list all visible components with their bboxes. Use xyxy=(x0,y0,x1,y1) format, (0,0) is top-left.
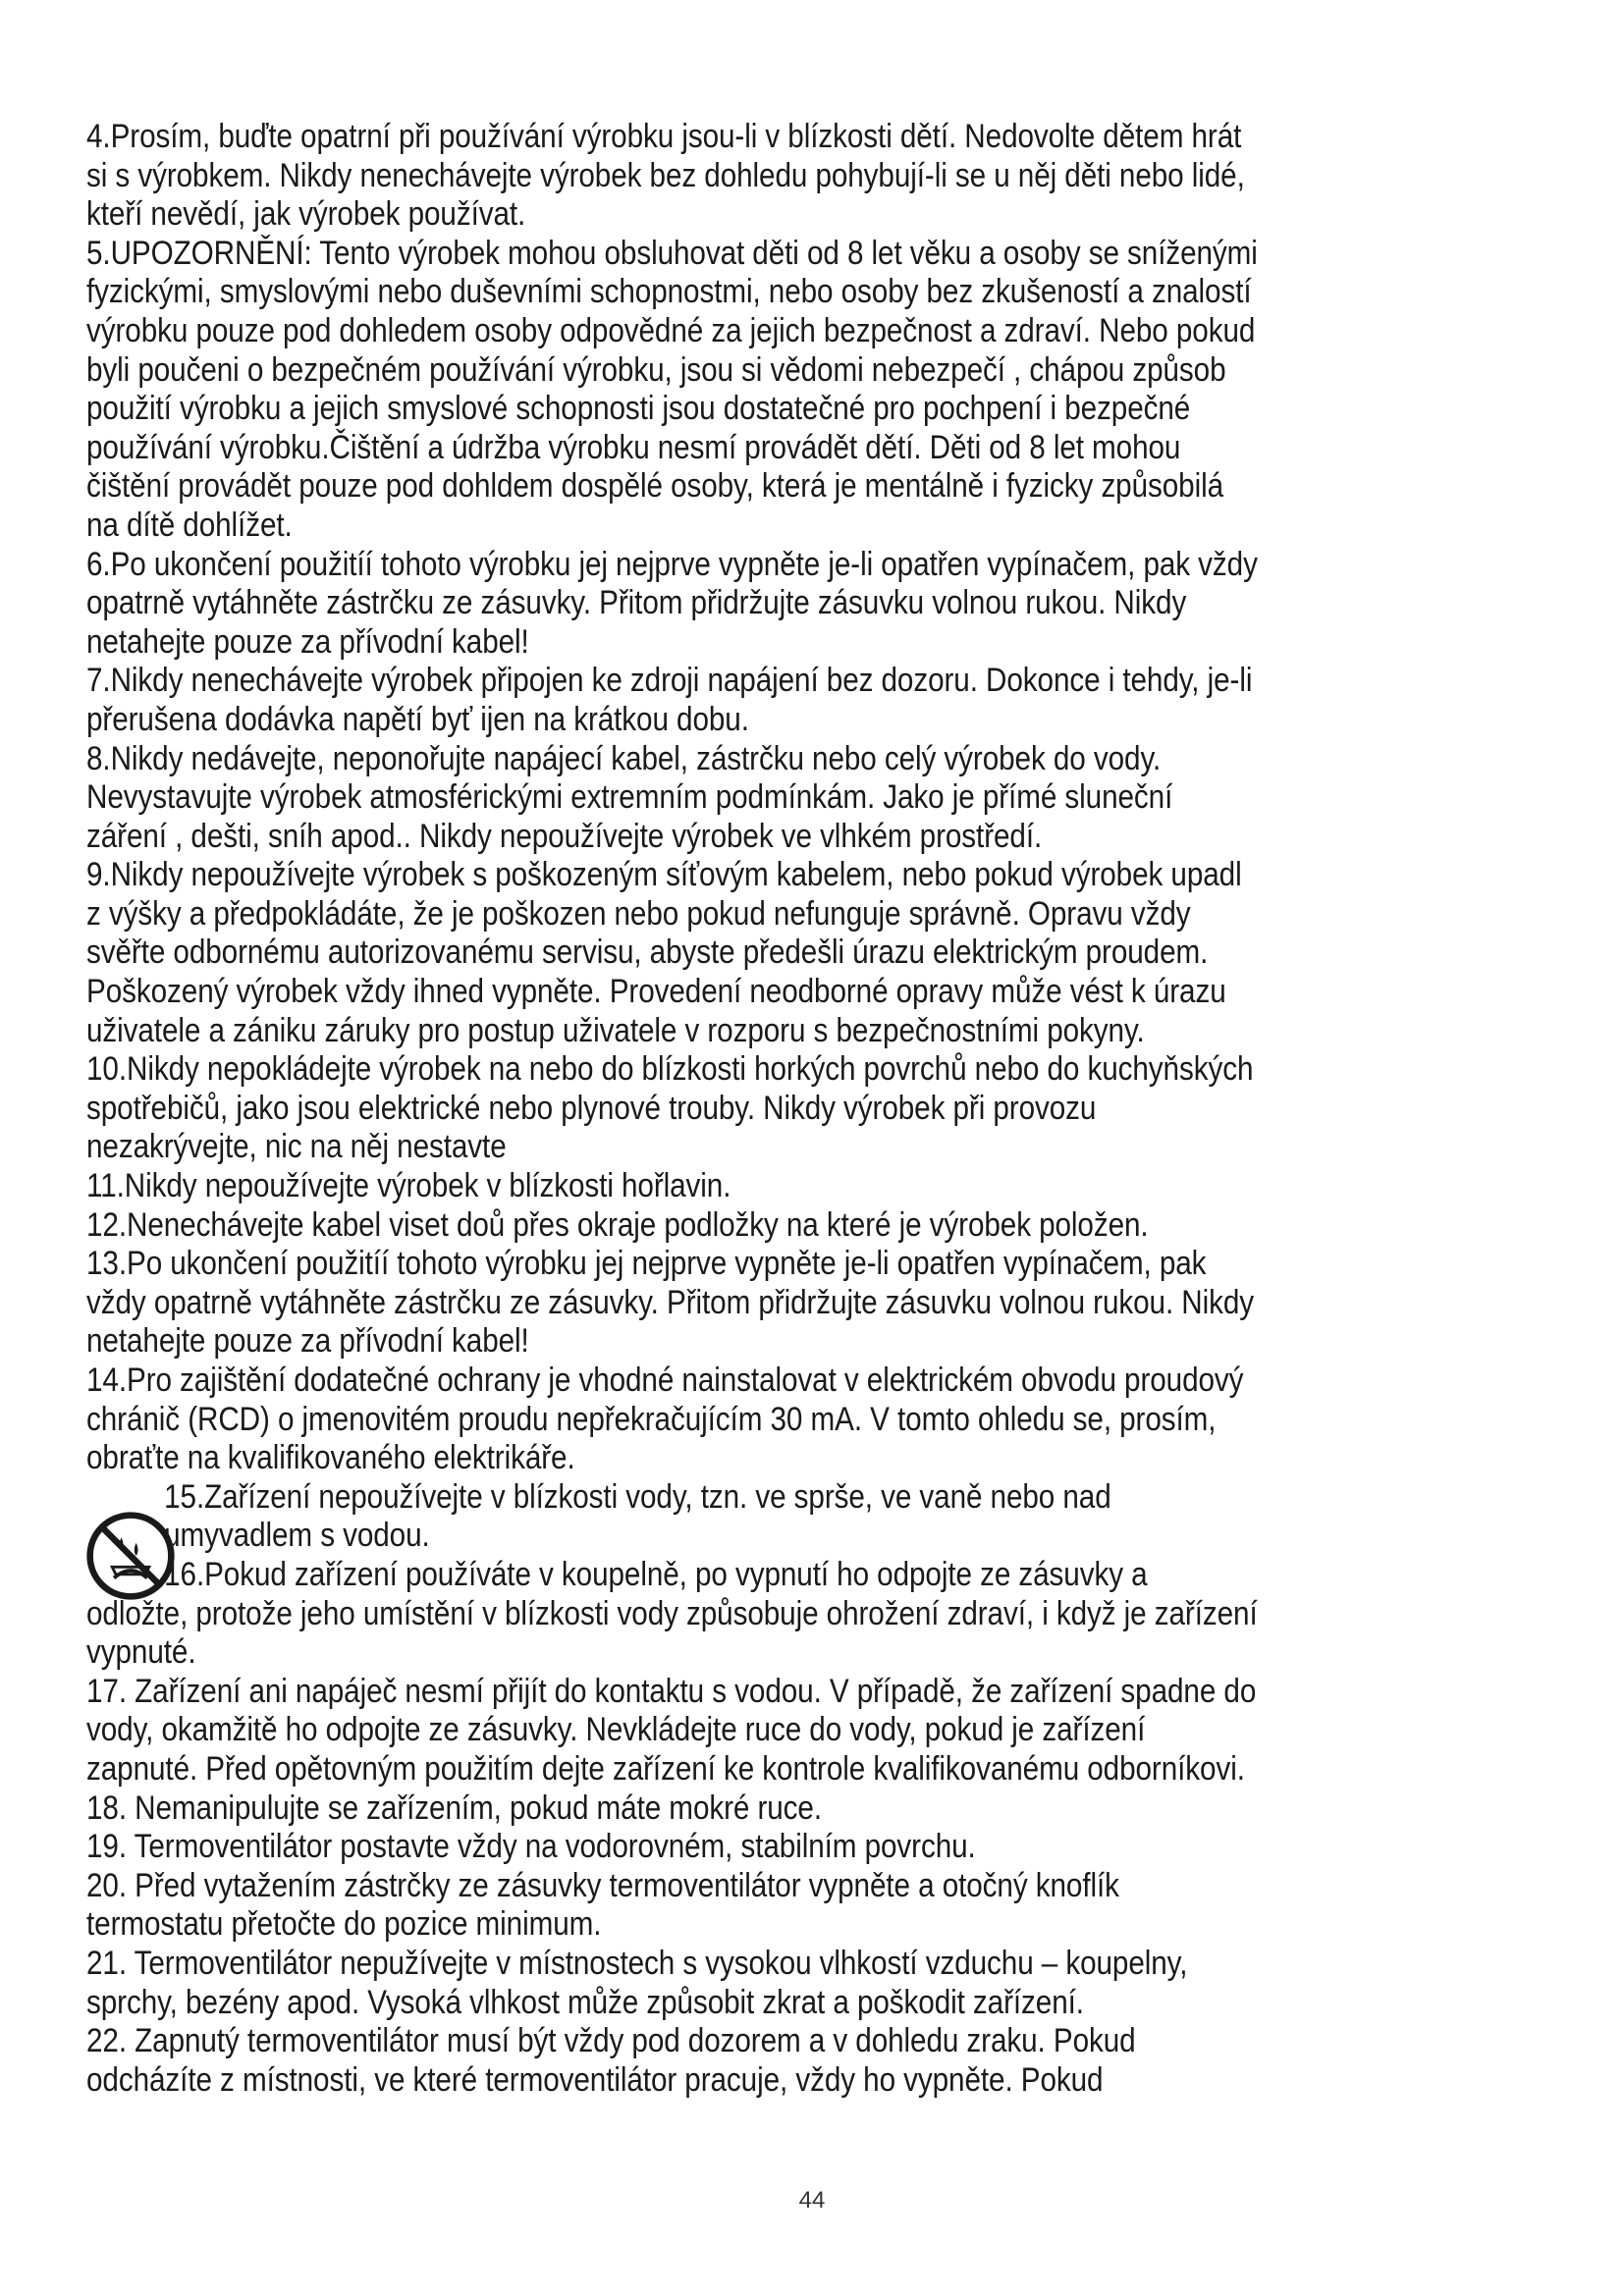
text-line: termostatu přetočte do pozice minimum. xyxy=(86,1905,602,1944)
text-line: zapnuté. Před opětovným použitím dejte zařízení ke kontrole kvalifikovanému odborníkovi. xyxy=(86,1749,1245,1788)
text-line: umyvadlem s vodou. xyxy=(164,1517,430,1555)
text-line: použití výrobku a jejich smyslové schopnosti jsou dostatečné pro pochpení i bezpečné xyxy=(86,390,1191,428)
text-line: 6.Po ukončení použitíí tohoto výrobku jej nejprve vypněte je-li opatřen vypínačem, pak vždy xyxy=(86,545,1258,583)
text-line: fyzickými, smyslovými nebo duševními schopnostmi, nebo osoby bez zkušeností a znalostí xyxy=(86,273,1252,311)
text-line: si s výrobkem. Nikdy nenechávejte výrobek bez dohledu pohybují-li se u něj děti nebo lidé, xyxy=(86,156,1245,194)
text-line: vody, okamžitě ho odpojte ze zásuvky. Nevkládejte ruce do vody, pokud je zařízení xyxy=(86,1711,1146,1749)
text-line: nezakrývejte, nic na něj nestavte xyxy=(86,1128,507,1166)
text-line: uživatele a zániku záruky pro postup uživatele v rozporu s bezpečnostními pokyny. xyxy=(86,1011,1145,1049)
text-line: 13.Po ukončení použitíí tohoto výrobku jej nejprve vypněte je-li opatřen vypínačem, pak xyxy=(86,1245,1207,1283)
text-line: 21. Termoventilátor nepužívejte v místnostech s vysokou vlhkostí vzduchu – koupelny, xyxy=(86,1944,1188,1982)
text-line: 15.Zařízení nepoužívejte v blízkosti vody, tzn. ve sprše, ve vaně nebo nad xyxy=(164,1477,1111,1516)
text-line: netahejte pouze za přívodní kabel! xyxy=(86,622,529,661)
text-line: 22. Zapnutý termoventilátor musí být vždy pod dozorem a v dohledu zraku. Pokud xyxy=(86,2022,1136,2060)
text-line: 7.Nikdy nenechávejte výrobek připojen ke zdroji napájení bez dozoru. Dokonce i tehdy, je-li xyxy=(86,662,1253,700)
safety-instructions-text xyxy=(86,118,1559,2100)
text-line: 16.Pokud zařízení používáte v koupelně, po vypnutí ho odpojte ze zásuvky a xyxy=(164,1555,1148,1593)
text-line: používání výrobku.Čištění a údržba výrobku nesmí provádět dětí. Děti od 8 let mohou xyxy=(86,428,1181,466)
text-line: 9.Nikdy nepoužívejte výrobek s poškozeným síťovým kabelem, nebo pokud výrobek upadl xyxy=(86,856,1242,894)
page-number: 44 xyxy=(798,2187,826,2214)
no-water-prohibition-icon xyxy=(84,1510,177,1602)
text-line: netahejte pouze za přívodní kabel! xyxy=(86,1322,529,1361)
text-line: 5.UPOZORNĚNÍ: Tento výrobek mohou obsluhovat děti od 8 let věku a osoby se sníženými xyxy=(86,234,1258,272)
text-line: 17. Zařízení ani napáječ nesmí přijít do kontaktu s vodou. V případě, že zařízení spadne do xyxy=(86,1672,1257,1710)
text-line: opatrně vytáhněte zástrčku ze zásuvky. Přitom přidržujte zásuvku volnou rukou. Nikdy xyxy=(86,584,1187,622)
text-line: kteří nevědí, jak výrobek používat. xyxy=(86,195,526,234)
text-line: spotřebičů, jako jsou elektrické nebo plynové trouby. Nikdy výrobek při provozu xyxy=(86,1089,1097,1127)
text-line: přerušena dodávka napětí byť ijen na krátkou dobu. xyxy=(86,700,749,738)
text-line: 12.Nenechávejte kabel viset doů přes okraje podložky na které je výrobek položen. xyxy=(86,1205,1149,1244)
text-line: byli poučeni o bezpečném používání výrobku, jsou si vědomi nebezpečí , chápou způsob xyxy=(86,350,1226,389)
text-line: 4.Prosím, buďte opatrní při používání výrobku jsou-li v blízkosti dětí. Nedovolte dětem hrát xyxy=(86,118,1242,155)
text-line: na dítě dohlížet. xyxy=(86,506,293,544)
text-line: 10.Nikdy nepokládejte výrobek na nebo do blízkosti horkých povrchů nebo do kuchyňských xyxy=(86,1050,1254,1089)
text-line: chránič (RCD) o jmenovitém proudu nepřekračujícím 30 mA. V tomto ohledu se, prosím, xyxy=(86,1400,1217,1438)
text-line: vypnuté. xyxy=(86,1633,196,1672)
text-line: výrobku pouze pod dohledem osoby odpovědné za jejich bezpečnost a zdraví. Nebo pokud xyxy=(86,311,1256,349)
text-line: odcházíte z místnosti, ve které termoventilátor pracuje, vždy ho vypněte. Pokud xyxy=(86,2060,1104,2099)
text-line: Nevystavujte výrobek atmosférickými extremním podmínkám. Jako je přímé sluneční xyxy=(86,778,1173,817)
text-line: obraťte na kvalifikovaného elektrikáře. xyxy=(86,1439,575,1477)
text-line: svěřte odbornému autorizovanému servisu, abyste předešli úrazu elektrickým proudem. xyxy=(86,934,1209,972)
text-line: z výšky a předpokládáte, že je poškozen nebo pokud nefunguje správně. Opravu vždy xyxy=(86,894,1191,933)
text-line: 19. Termoventilátor postavte vždy na vodorovném, stabilním povrchu. xyxy=(86,1828,976,1866)
text-line: 20. Před vytažením zástrčky ze zásuvky termoventilátor vypněte a otočný knoflík xyxy=(86,1866,1119,1904)
text-line: záření , dešti, sníh apod.. Nikdy nepoužívejte výrobek ve vlhkém prostředí. xyxy=(86,817,1043,855)
text-line: čištění provádět pouze pod dohldem dospělé osoby, která je mentálně i fyzicky způsobilá xyxy=(86,467,1224,506)
text-line: 18. Nemanipulujte se zařízením, pokud máte mokré ruce. xyxy=(86,1789,823,1827)
text-line: 11.Nikdy nepoužívejte výrobek v blízkosti hořlavin. xyxy=(86,1167,731,1205)
text-line: 8.Nikdy nedávejte, neponořujte napájecí kabel, zástrčku nebo celý výrobek do vody. xyxy=(86,739,1162,777)
text-line: Poškozený výrobek vždy ihned vypněte. Provedení neodborné opravy může vést k úrazu xyxy=(86,973,1226,1011)
text-line: vždy opatrně vytáhněte zástrčku ze zásuvky. Přitom přidržujte zásuvku volnou rukou. Nikdy xyxy=(86,1283,1255,1321)
text-line: 14.Pro zajištění dodatečné ochrany je vhodné nainstalovat v elektrickém obvodu proudový xyxy=(86,1362,1244,1399)
text-line: sprchy, bezény apod. Vysoká vlhkost může způsobit zkrat a poškodit zařízení. xyxy=(86,1983,1084,2021)
text-line: odložte, protože jeho umístění v blízkosti vody způsobuje ohrožení zdraví, i když je zařízení xyxy=(86,1594,1258,1632)
